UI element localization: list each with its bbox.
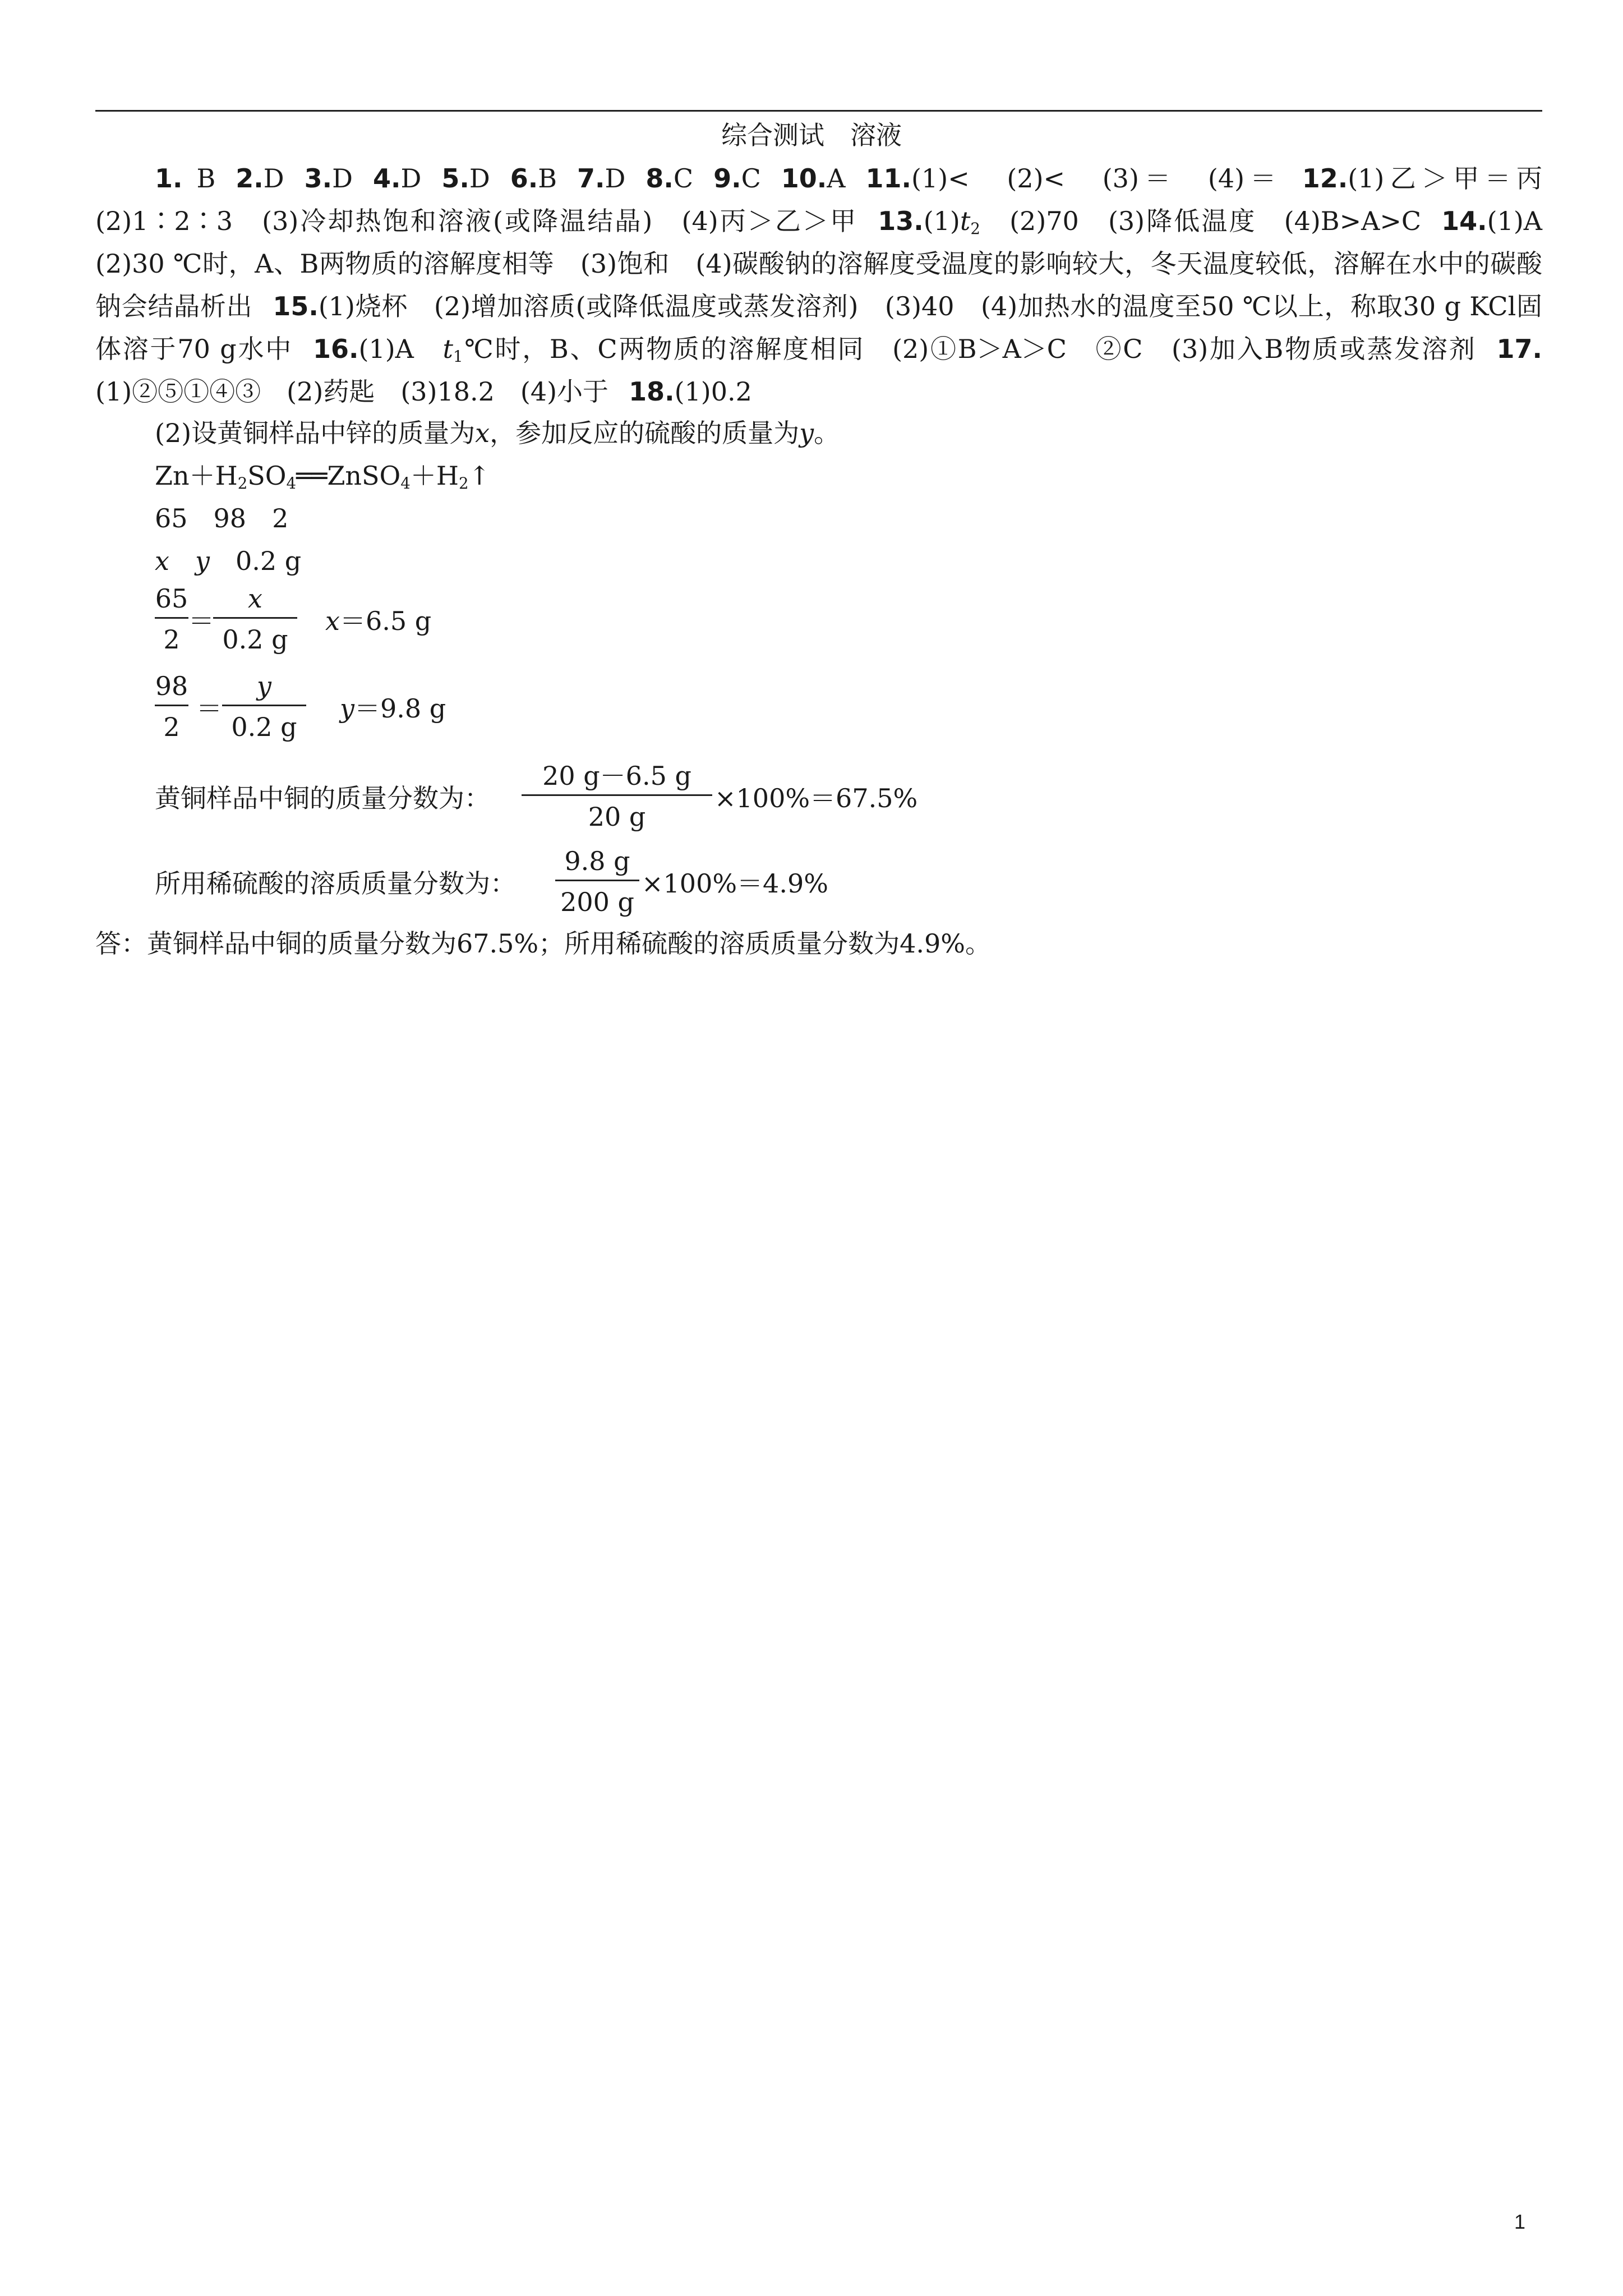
copper-result: ×100%＝67.5% <box>714 783 918 813</box>
denominator: 20 g <box>588 802 646 832</box>
result-y <box>340 693 446 724</box>
fraction-right <box>213 583 297 655</box>
answer-paragraph <box>95 157 1568 413</box>
equals-sign: ＝ <box>188 606 214 636</box>
solution-text: 。 <box>814 418 840 448</box>
variable-x: x <box>475 418 490 448</box>
equals-sign: ＝ <box>196 693 222 724</box>
denominator: 2 <box>163 624 180 655</box>
fraction-left <box>155 583 188 655</box>
answer-text: (1)A <box>358 334 443 364</box>
variable-x: x <box>155 546 169 576</box>
fraction-bar <box>155 617 188 619</box>
question-number: 3. <box>304 163 333 194</box>
copper-label: 黄铜样品中铜的质量分数为： <box>155 783 490 813</box>
answer-text: (1) <box>923 206 960 236</box>
fraction-bar <box>522 794 712 796</box>
fraction-bar <box>222 705 306 706</box>
copper-fraction <box>522 761 712 832</box>
solution-text: (2)设黄铜样品中锌的质量为 <box>155 418 476 448</box>
answer-text: (1)②⑤①④③ (2)药匙 (3)18.2 (4)小于 <box>95 376 609 407</box>
question-number: 15. <box>273 291 319 321</box>
question-number: 4. <box>373 163 401 194</box>
answer-text: D <box>400 163 422 194</box>
page-number: 1 <box>1514 2210 1526 2233</box>
denominator: 0.2 g <box>222 624 288 655</box>
answer-text: D <box>332 163 353 194</box>
question-number: 12. <box>1302 163 1348 194</box>
numerator: y <box>257 671 271 701</box>
answer-text: B <box>196 163 216 194</box>
question-number: 6. <box>510 163 538 194</box>
equation-text: Zn＋H <box>155 461 238 491</box>
answer-text: (1)< (2)< (3)＝ (4)＝ <box>911 163 1282 194</box>
equation-text: ＋H <box>410 461 459 491</box>
subscript: 2 <box>458 473 469 493</box>
result-value: ＝9.8 g <box>354 693 446 724</box>
variable-y: y <box>195 546 210 576</box>
question-number: 14. <box>1441 206 1487 236</box>
numerator: 65 <box>155 583 188 614</box>
acid-label: 所用稀硫酸的溶质质量分数为： <box>155 868 516 899</box>
fraction-right <box>222 671 306 742</box>
variable-y: y <box>799 418 814 448</box>
answer-text: B <box>538 163 557 194</box>
acid-fraction <box>555 846 639 917</box>
question-number: 11. <box>865 163 912 194</box>
subscript: 2 <box>237 473 248 493</box>
question-number: 5. <box>441 163 469 194</box>
answer-text: C <box>741 163 761 194</box>
question-number: 10. <box>781 163 827 194</box>
equation-text: SO <box>247 461 287 491</box>
subscript: 1 <box>453 347 463 366</box>
subscript: 4 <box>286 473 297 493</box>
denominator: 0.2 g <box>231 712 297 742</box>
variable-x: x <box>325 606 340 636</box>
molar-masses: 65 98 2 <box>155 503 289 533</box>
fraction-bar <box>155 705 188 706</box>
numerator: 98 <box>155 671 188 701</box>
result-x <box>325 606 431 636</box>
result-value: ＝6.5 g <box>339 606 432 636</box>
solution-text: ，参加反应的硫酸的质量为 <box>490 418 800 448</box>
numerator: 9.8 g <box>564 846 630 876</box>
equation-text: ══ZnSO <box>296 461 401 491</box>
unknowns-row <box>155 544 301 578</box>
fraction-bar <box>555 880 639 881</box>
answer-text: A <box>827 163 846 194</box>
final-answer: 答：黄铜样品中铜的质量分数为67.5%；所用稀硫酸的溶质质量分数为4.9%。 <box>95 928 991 959</box>
question-number: 17. <box>1496 334 1542 364</box>
numerator: 20 g－6.5 g <box>542 761 691 791</box>
page-title: 综合测试 溶液 <box>721 120 902 150</box>
chemical-equation <box>155 459 490 493</box>
question-number: 16. <box>313 334 359 364</box>
question-number: 13. <box>878 206 924 236</box>
question-number: 1. <box>155 163 183 194</box>
solution-intro <box>155 416 840 450</box>
gas-arrow-icon: ↑ <box>468 461 491 491</box>
answer-text: D <box>263 163 284 194</box>
denominator: 2 <box>163 712 180 742</box>
answer-text: D <box>469 163 490 194</box>
answer-text: (2)70 (3)降低温度 (4)B>A>C <box>1009 206 1422 236</box>
question-number: 2. <box>236 163 264 194</box>
question-number: 18. <box>629 376 675 407</box>
question-number: 9. <box>713 163 741 194</box>
given-mass: 0.2 g <box>235 546 302 576</box>
subscript: 2 <box>970 219 980 238</box>
denominator: 200 g <box>560 887 634 917</box>
answer-text: (1)烧杯 (2)增加溶质(或降低温度或蒸发溶剂) (3)40 (4)加热水的温度至50 ℃以上，称取30 g KCl固体溶于70 g水中 <box>95 291 1543 364</box>
subscript: 4 <box>400 473 411 493</box>
answer-text: t <box>960 206 971 236</box>
numerator: x <box>248 583 262 614</box>
question-number: 8. <box>645 163 674 194</box>
answer-text: C <box>673 163 694 194</box>
answer-text: (1)乙＞甲＝丙 (2)1∶2∶3 (3)冷却热饱和溶液(或降温结晶) (4)丙＞乙＞甲 <box>95 163 1568 236</box>
acid-result: ×100%＝4.9% <box>642 868 828 899</box>
fraction-bar <box>213 617 297 619</box>
fraction-left <box>155 671 188 742</box>
answer-text: ℃时，B、C两物质的溶解度相同 (2)①B＞A＞C ②C (3)加入B物质或蒸发溶剂 <box>463 334 1477 364</box>
answer-text: D <box>605 163 626 194</box>
question-number: 7. <box>577 163 605 194</box>
answer-text: t <box>442 334 453 364</box>
header-rule <box>95 110 1542 112</box>
answer-text: (1)A (2)30 ℃时，A、B两物质的溶解度相等 (3)饱和 (4)碳酸钠的溶解度受温度的影响较大，冬天温度较低，溶解在水中的碳酸钠会结晶析出 <box>95 206 1568 321</box>
variable-y: y <box>340 693 354 724</box>
answer-text: (1)0.2 <box>674 376 752 407</box>
